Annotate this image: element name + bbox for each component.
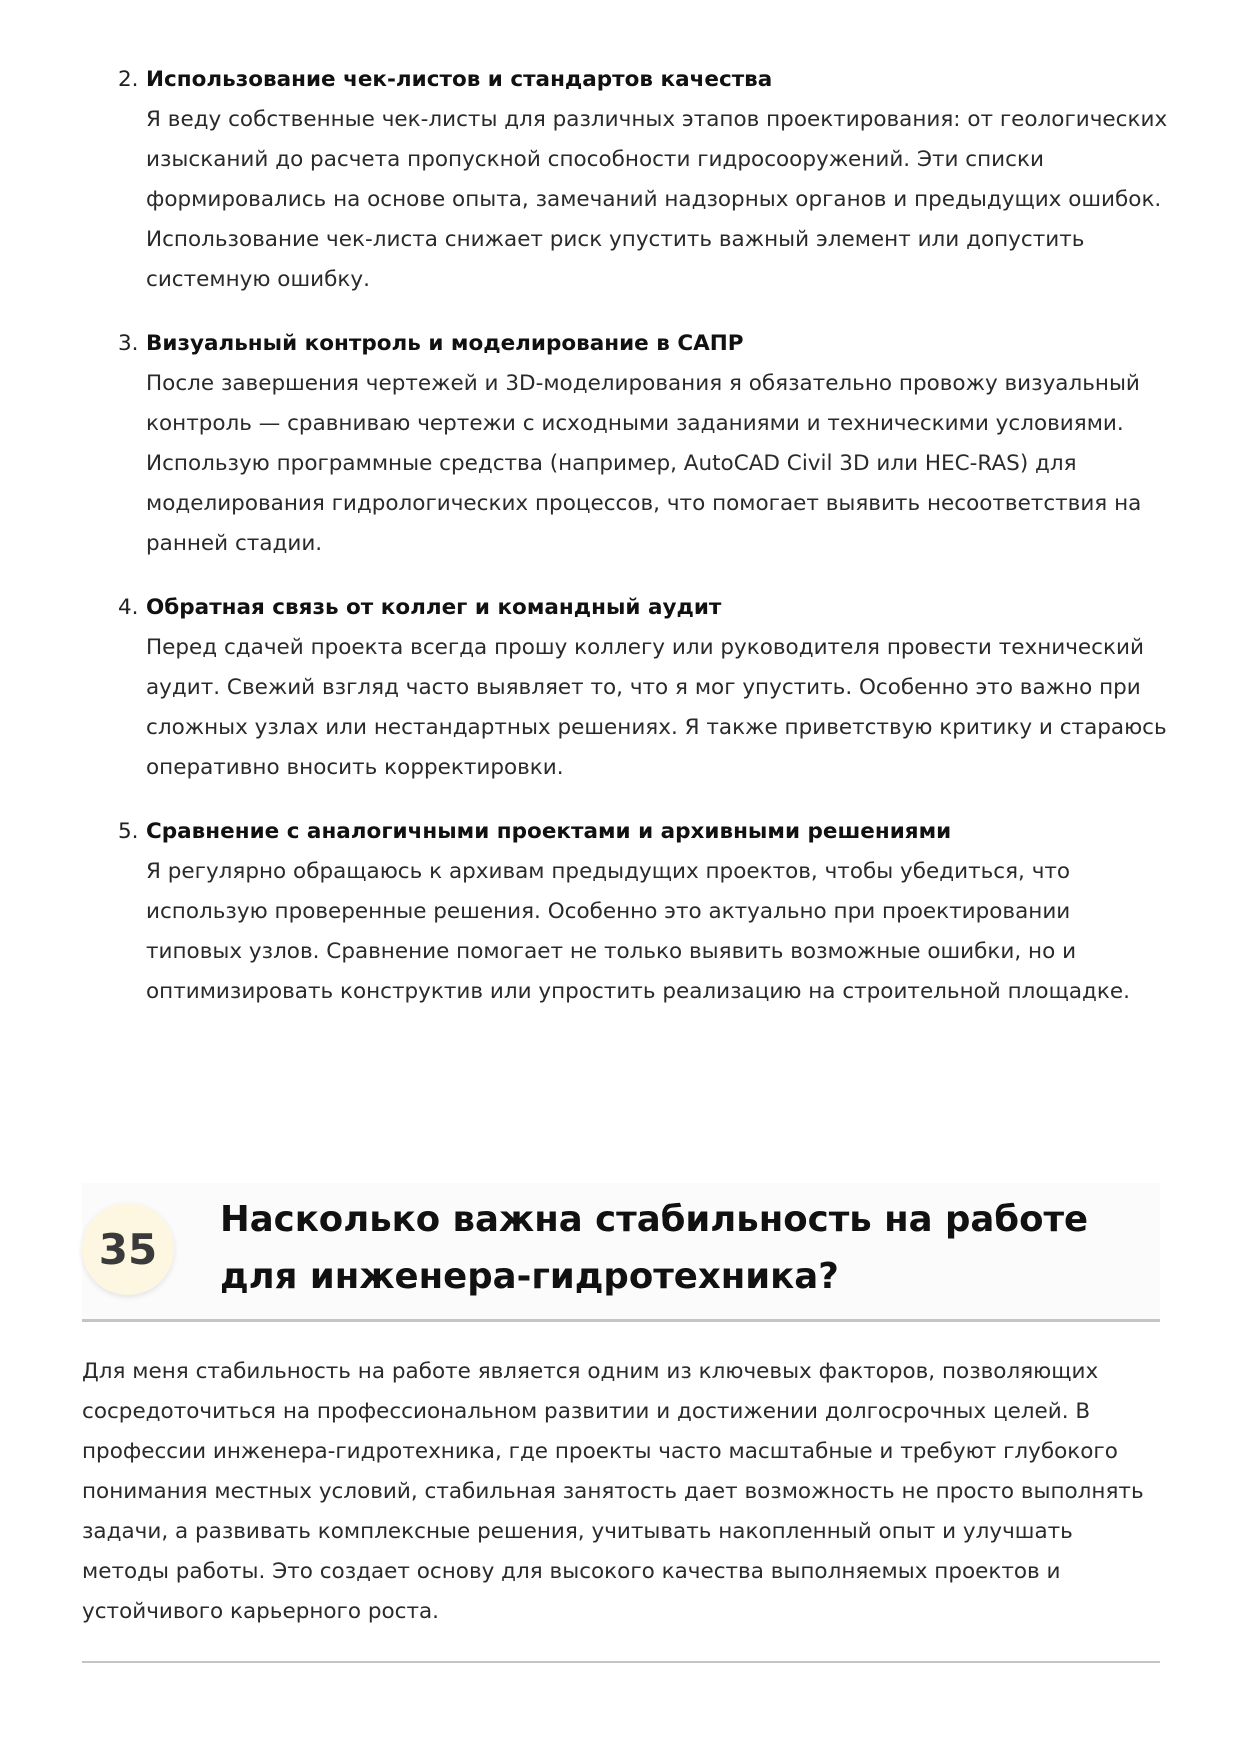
list-item-body: Я регулярно обращаюсь к архивам предыдущих проектов, чтобы убедиться, что использую проверенные решения. Особенно это актуально при проектировании типовых узлов. Сравнение помогает не только выявить возможные ошибки, но и оптимизировать конструктив или упростить реализацию на строительной площадке. bbox=[146, 859, 1130, 1004]
numbered-list bbox=[118, 60, 1168, 1036]
list-item bbox=[118, 324, 1168, 564]
list-item-title: Обратная связь от коллег и командный аудит bbox=[146, 595, 722, 620]
list-item-body: Я веду собственные чек-листы для различных этапов проектирования: от геологических изысканий до расчета пропускной способности гидросооружений. Эти списки формировались на основе опыта, замечаний надзорных органов и предыдущих ошибок. Использование чек-листа снижает риск упустить важный элемент или допустить системную ошибку. bbox=[146, 107, 1168, 292]
list-item bbox=[118, 588, 1168, 788]
question-title: Насколько важна стабильность на работе для инженера-гидротехника? bbox=[220, 1199, 1089, 1297]
list-item bbox=[118, 60, 1168, 300]
question-header bbox=[82, 1183, 1160, 1322]
list-item-title: Визуальный контроль и моделирование в САПР bbox=[146, 331, 744, 356]
list-item-body: Перед сдачей проекта всегда прошу коллегу или руководителя провести технический аудит. Свежий взгляд часто выявляет то, что я мог упустить. Особенно это важно при сложных узлах или нестандартных решениях. Я также приветствую критику и стараюсь оперативно вносить корректировки. bbox=[146, 635, 1167, 780]
list-item-number: 5. bbox=[118, 819, 139, 844]
list-item-title: Использование чек-листов и стандартов качества bbox=[146, 67, 773, 92]
answer-paragraph: Для меня стабильность на работе является одним из ключевых факторов, позволяющих сосредоточиться на профессиональном развитии и достижении долгосрочных целей. В профессии инженера-гидротехника, где проекты часто масштабные и требуют глубокого понимания местных условий, стабильная занятость дает возможность не просто выполнять задачи, а развивать комплексные решения, учитывать накопленный опыт и улучшать методы работы. Это создает основу для высокого качества выполняемых проектов и устойчивого карьерного роста. bbox=[82, 1359, 1144, 1624]
list-item-number: 2. bbox=[118, 67, 139, 92]
list-item-number: 4. bbox=[118, 595, 139, 620]
list-item-body: После завершения чертежей и 3D-моделирования я обязательно провожу визуальный контроль — сравниваю чертежи с исходными заданиями и техническими условиями. Использую программные средства (например, AutoCAD Civil 3D или HEC-RAS) для моделирования гидрологических процессов, что помогает выявить несоответствия на ранней стадии. bbox=[146, 371, 1142, 556]
list-item bbox=[118, 812, 1168, 1012]
list-item-title: Сравнение с аналогичными проектами и архивными решениями bbox=[146, 819, 952, 844]
list-item-number: 3. bbox=[118, 331, 139, 356]
divider bbox=[82, 1661, 1160, 1663]
question-number-badge: 35 bbox=[82, 1203, 174, 1295]
